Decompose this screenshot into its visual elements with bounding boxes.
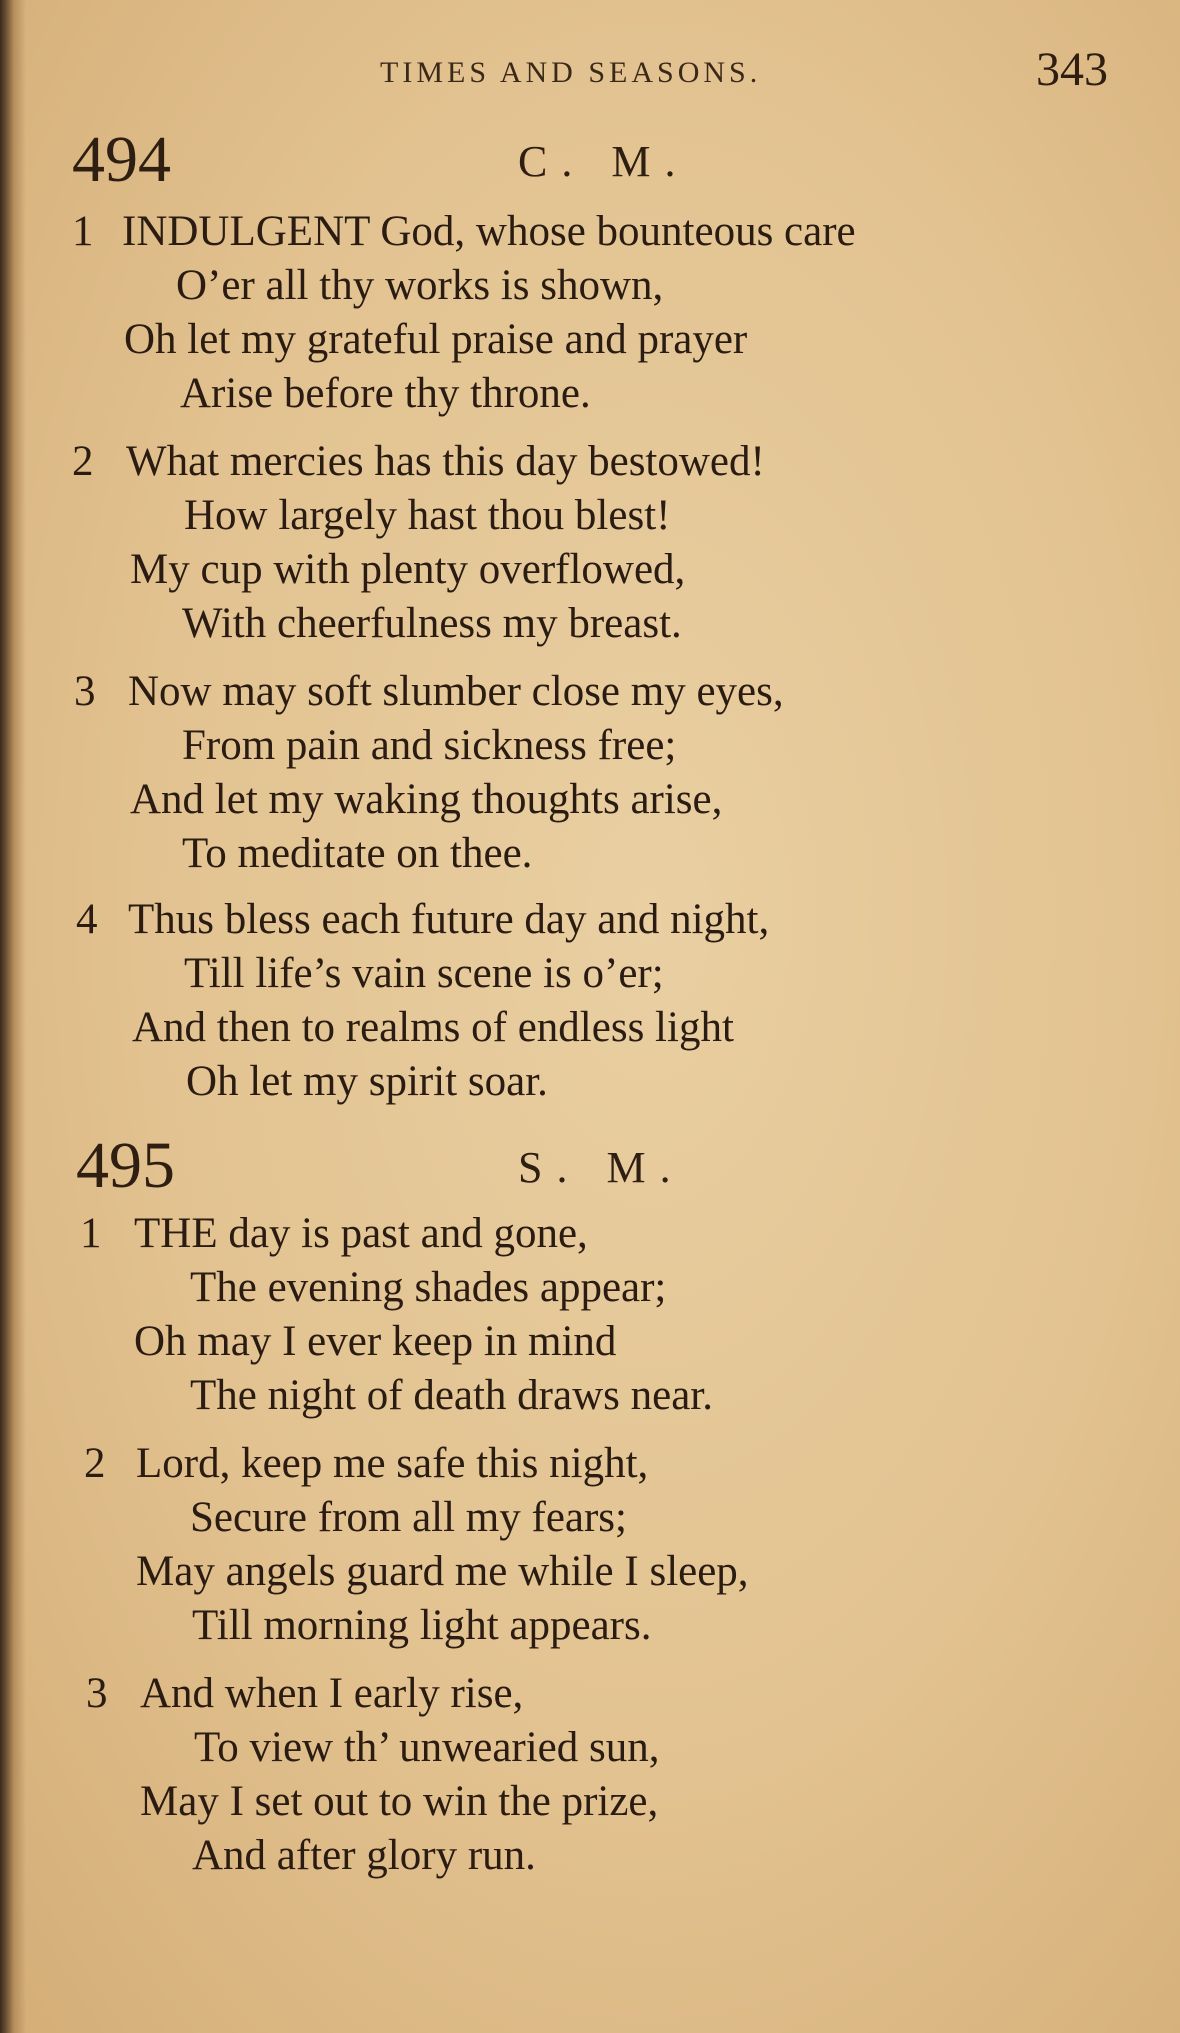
- verse-line: Lord, keep me safe this night,: [136, 1440, 649, 1487]
- verse-number: 1: [80, 1210, 102, 1257]
- running-head: TIMES AND SEASONS.: [380, 56, 762, 89]
- verse-line: May I set out to win the prize,: [140, 1778, 659, 1825]
- verse-line: To view th’ unwearied sun,: [194, 1724, 660, 1771]
- verse-line: Till life’s vain scene is o’er;: [184, 950, 664, 997]
- verse-line: Thus bless each future day and night,: [128, 896, 770, 943]
- page-header: [0, 43, 1180, 108]
- hymn-heading: [0, 122, 1180, 196]
- verse-line: O’er all thy works is shown,: [176, 262, 664, 309]
- hymn-heading: [0, 1128, 1180, 1202]
- verse-line: INDULGENT God, whose bounteous care: [122, 208, 856, 255]
- hymn-number: 494: [72, 123, 171, 196]
- hymn-meter: S. M.: [518, 1143, 685, 1192]
- page-number: 343: [1036, 43, 1108, 96]
- verse-line: Oh let my spirit soar.: [186, 1058, 548, 1105]
- verse-number: 2: [72, 438, 94, 485]
- verse-line: Oh may I ever keep in mind: [134, 1318, 617, 1365]
- verse-line: What mercies has this day bestowed!: [126, 438, 765, 485]
- hymn-number: 495: [76, 1129, 175, 1202]
- verse-line: The night of death draws near.: [190, 1372, 713, 1419]
- verse-line: Arise before thy throne.: [180, 370, 591, 417]
- verse-line: And then to realms of endless light: [132, 1004, 734, 1051]
- verse-line: And after glory run.: [192, 1832, 536, 1879]
- verse-line: May angels guard me while I sleep,: [136, 1548, 749, 1595]
- verse-line: THE day is past and gone,: [134, 1210, 588, 1257]
- verse-line: Secure from all my fears;: [190, 1494, 627, 1541]
- verse-line: And when I early rise,: [140, 1670, 524, 1717]
- hymn-meter: C. M.: [518, 137, 690, 186]
- verse-number: 3: [74, 668, 96, 715]
- verse-line: To meditate on thee.: [182, 830, 533, 877]
- verse-number: 4: [76, 896, 98, 943]
- verse-line: How largely hast thou blest!: [184, 492, 671, 539]
- verse-line: The evening shades appear;: [190, 1264, 667, 1311]
- verse-line: Now may soft slumber close my eyes,: [128, 668, 784, 715]
- verse-line: Oh let my grateful praise and prayer: [124, 316, 748, 363]
- verse-number: 3: [86, 1670, 108, 1717]
- verse-number: 2: [84, 1440, 106, 1487]
- verse-line: My cup with plenty overflowed,: [130, 546, 686, 593]
- verse-line: Till morning light appears.: [192, 1602, 652, 1649]
- verse-number: 1: [72, 208, 94, 255]
- verse-line: And let my waking thoughts arise,: [130, 776, 723, 823]
- verse-line: With cheerfulness my breast.: [182, 600, 682, 647]
- verse-line: From pain and sickness free;: [182, 722, 677, 769]
